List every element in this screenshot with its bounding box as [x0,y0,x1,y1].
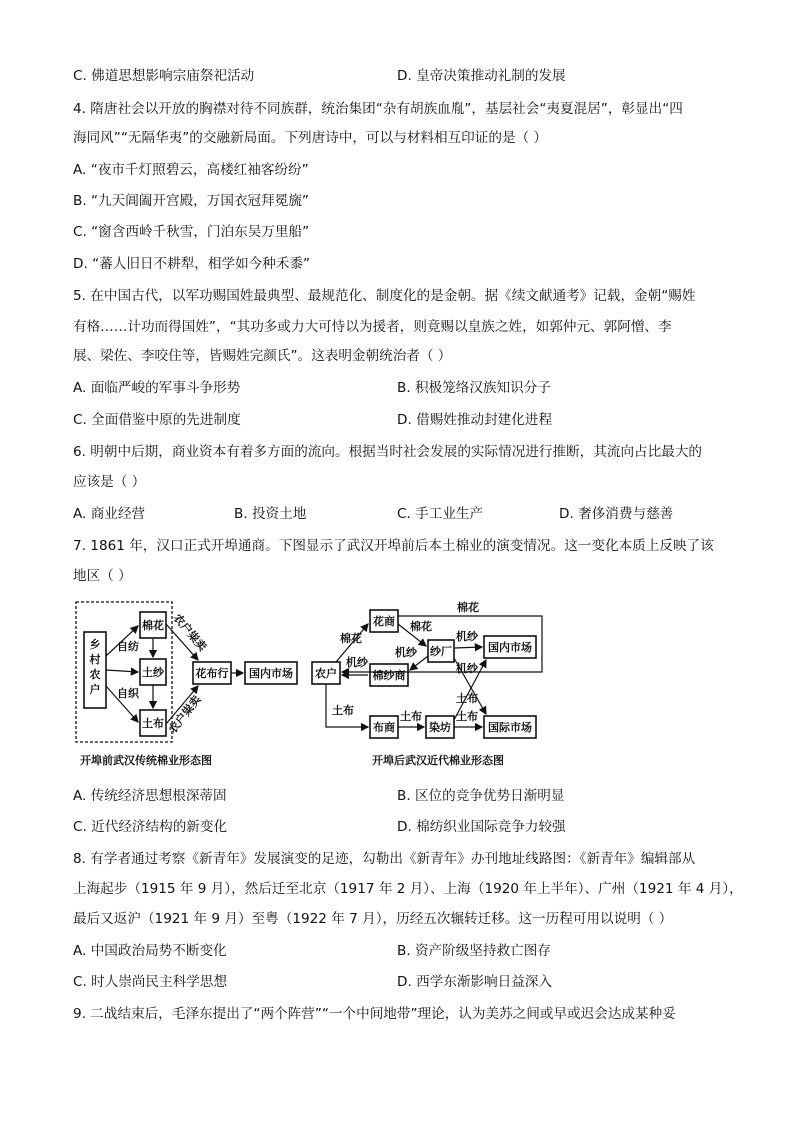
q8-option-b: B. 资产阶级坚持救亡图存 [397,943,551,959]
q7-option-c: C. 近代经济结构的新变化 [73,819,228,835]
node-intl-market-label: 国际市场 [488,721,532,734]
edge-machine-yarn-4-label: 机纱 [456,662,478,675]
edge-self-spin-label: 自纺 [117,640,139,653]
q6-option-c: C. 手工业生产 [397,506,484,522]
node-native-yarn-label: 土纱 [142,666,164,679]
edge-cotton-left-label: 棉花 [340,632,362,645]
node-yarn-merchant-label: 棉纱商 [372,669,406,682]
q8-stem-line-2: 上海起步（1915 年 9 月），然后迁至北京（1917 年 2 月）、上海（1920 年上半年）、广州（1921 年 4 月）， [73,881,743,897]
q4-stem-line-2: 海同风”“无隔华夷”的交融新局面。下列唐诗中，可以与材料相互印证的是（ ） [73,130,548,146]
q9-stem-line-1: 9. 二战结束后，毛泽东提出了“两个阵营”“一个中间地带”理论，认为美苏之间或早或迟会达成某种妥 [73,1006,676,1022]
q5-option-d: D. 借赐姓推动封建化进程 [397,412,553,428]
q6-option-a: A. 商业经营 [73,506,146,522]
node-cloth-merchant-label: 布商 [373,721,395,734]
right-diagram-caption: 开埠后武汉近代棉业形态图 [372,754,504,767]
edge-sell-top-label: 农户粜卖 [170,611,209,654]
q5-option-a: A. 面临严峻的军事斗争形势 [73,380,241,396]
traditional-cotton-diagram [76,602,297,767]
node-dye-house-label: 染坊 [429,721,451,734]
q4-stem-line-1: 4. 隋唐社会以开放的胸襟对待不同族群，统治集团“杂有胡族血胤”，基层社会“夷夏混居”，彰显出“四 [73,101,683,117]
q4-option-d: D. “蕃人旧日不耕犁，相学如今种禾黍” [73,256,311,272]
q7-option-a: A. 传统经济思想根深蒂固 [73,788,227,804]
edge-machine-yarn-2-label: 机纱 [395,646,417,659]
edge-cloth-4-label: 土布 [456,710,478,723]
edge-cloth-2-label: 土布 [400,710,422,723]
node-rural-household-label: 乡村农户 [89,638,101,696]
left-diagram-caption: 开埠前武汉传统棉业形态图 [80,754,212,767]
q6-option-b: B. 投资土地 [234,506,307,522]
modern-cotton-diagram [312,600,542,767]
q7-stem-line-1: 7. 1861 年，汉口正式开埠通商。下图显示了武汉开埠前后本土棉业的演变情况。这一变化本质上反映了该 [73,538,714,554]
q4-option-b: B. “九天阊阖开宫殿，万国衣冠拜冕旒” [73,193,309,209]
q5-stem-line-1: 5. 在中国古代，以军功赐国姓最典型、最规范化、制度化的是金朝。据《续文献通考》记载，金朝“赐姓 [73,288,696,304]
node-cotton-merchant-label: 花商 [373,615,395,628]
edge-machine-yarn-1-label: 机纱 [346,656,368,669]
q8-option-d: D. 西学东渐影响日益深入 [397,974,553,990]
node-native-cloth-label: 土布 [142,717,164,730]
q3-option-d: D. 皇帝决策推动礼制的发展 [397,68,566,84]
q6-stem-line-2: 应该是（ ） [73,474,146,490]
edge-cloth-1-label: 土布 [332,704,354,717]
node-domestic-market-label: 国内市场 [249,667,293,680]
node-cotton-label: 棉花 [142,619,164,632]
node-mill-label: 纱厂 [430,645,452,658]
edge-sell-bottom-label: 农户粜卖 [166,693,204,736]
edge-machine-yarn-3-label: 机纱 [456,630,478,643]
q8-option-a: A. 中国政治局势不断变化 [73,943,227,959]
q6-stem-line-1: 6. 明朝中后期，商业资本有着多方面的流向。根据当时社会发展的实际情况进行推断，其流向占比最大的 [73,444,703,460]
node-domestic-market-r-label: 国内市场 [488,641,532,654]
q4-option-c: C. “窗含西岭千秋雪，门泊东吴万里船” [73,224,310,240]
q7-stem-line-2: 地区（ ） [73,568,132,584]
node-cloth-shop-label: 花布行 [195,667,229,680]
q3-option-c: C. 佛道思想影响宗庙祭祀活动 [73,68,255,84]
cotton-industry-diagrams [70,596,560,776]
edge-cloth-3-label: 土布 [456,692,478,705]
q7-option-d: D. 棉纺织业国际竞争力较强 [397,819,566,835]
q5-option-b: B. 积极笼络汉族知识分子 [397,380,551,396]
edge-cotton-top-label: 棉花 [457,601,479,614]
q8-stem-line-1: 8. 有学者通过考察《新青年》发展演变的足迹，勾勒出《新青年》办刊地址线路图：《新青年》编辑部从 [73,851,696,867]
q7-option-b: B. 区位的竞争优势日渐明显 [397,788,565,804]
q4-option-a: A. “夜市千灯照碧云，高楼红袖客纷纷” [73,162,309,178]
q8-option-c: C. 时人崇尚民主科学思想 [73,974,228,990]
node-farmer-label: 农户 [315,667,337,680]
q5-stem-line-3: 展、梁佐、李咬住等，皆赐姓完颜氏”。这表明金朝统治者（ ） [73,348,452,364]
q5-option-c: C. 全面借鉴中原的先进制度 [73,412,241,428]
edge-self-weave-label: 自织 [117,687,139,700]
q8-stem-line-3: 最后又返沪（1921 年 9 月）至粤（1922 年 7 月），历经五次辗转迁移。这一历程可用以说明（ ） [73,911,673,927]
edge-cotton-mid-label: 棉花 [410,620,432,633]
q5-stem-line-2: 有格……计功而得国姓”，“其功多或力大可恃以为援者，则竟赐以皇族之姓，如郭仲元、郭阿憎、李 [73,319,672,335]
q6-option-d: D. 奢侈消费与慈善 [559,506,674,522]
